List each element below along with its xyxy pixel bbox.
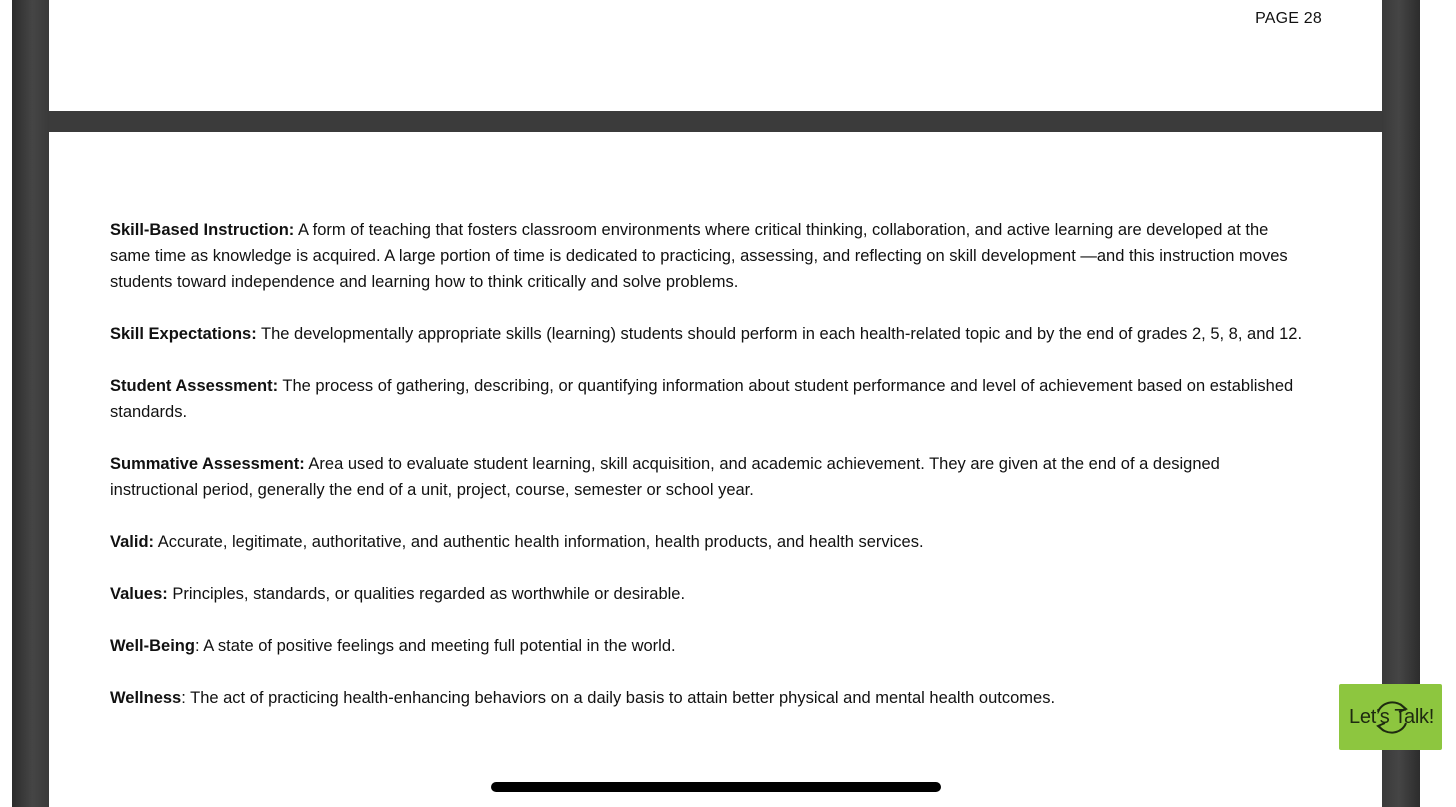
current-page [49,132,1382,807]
home-indicator[interactable] [491,782,941,792]
glossary-separator: : [181,689,191,707]
viewer-frame-left-edge [12,0,49,807]
glossary-definition: The process of gathering, describing, or quantifying information about student performance and level of achievement based on established standards. [110,377,1294,421]
glossary-definition: A form of teaching that fosters classroom environments where critical thinking, collaboration, and active learning are developed at the same time as knowledge is acquired. A large portion of time is dedicated to practicing, assessing, and reflecting on skill development —and this instruction moves students toward independence and learning how to think critically and solve problems. [110,221,1288,291]
glossary-separator: : [194,637,204,655]
glossary-definition: Area used to evaluate student learning, skill acquisition, and academic achievement. They are given at the end of a designed instructional period, generally the end of a unit, project, course, semester or school year. [110,455,1220,499]
lets-talk-label: Let’s Talk! [1349,705,1434,728]
glossary-definition: Accurate, legitimate, authoritative, and authentic health information, health products, and health services. [157,533,924,551]
glossary-definition: A state of positive feelings and meeting full potential in the world. [203,637,676,655]
glossary-entry [110,373,1310,425]
glossary-term: Summative Assessment: [110,455,305,473]
previous-page [49,0,1382,111]
glossary-definition: Principles, standards, or qualities regarded as worthwhile or desirable. [172,585,686,603]
glossary-term: Valid: [110,533,155,551]
glossary-term: Skill Expectations: [110,325,257,343]
glossary-term: Well-Being [110,637,195,655]
glossary-term: Skill-Based Instruction: [110,221,295,239]
glossary-entry [110,451,1310,503]
glossary-entry [110,321,1310,347]
glossary-content [110,217,1310,737]
glossary-entry [110,581,1310,607]
glossary-entry [110,217,1310,295]
glossary-entry [110,633,1310,659]
lets-talk-chat-button[interactable] [1339,684,1442,750]
glossary-entry [110,685,1310,711]
glossary-term: Values: [110,585,168,603]
glossary-entry [110,529,1310,555]
page-number: PAGE 28 [1255,10,1322,27]
glossary-term: Student Assessment: [110,377,279,395]
glossary-definition: The developmentally appropriate skills (learning) students should perform in each health-related topic and by the end of grades 2, 5, 8, and 12. [261,325,1303,343]
glossary-term: Wellness [110,689,182,707]
glossary-definition: The act of practicing health-enhancing behaviors on a daily basis to attain better physical and mental health outcomes. [190,689,1056,707]
